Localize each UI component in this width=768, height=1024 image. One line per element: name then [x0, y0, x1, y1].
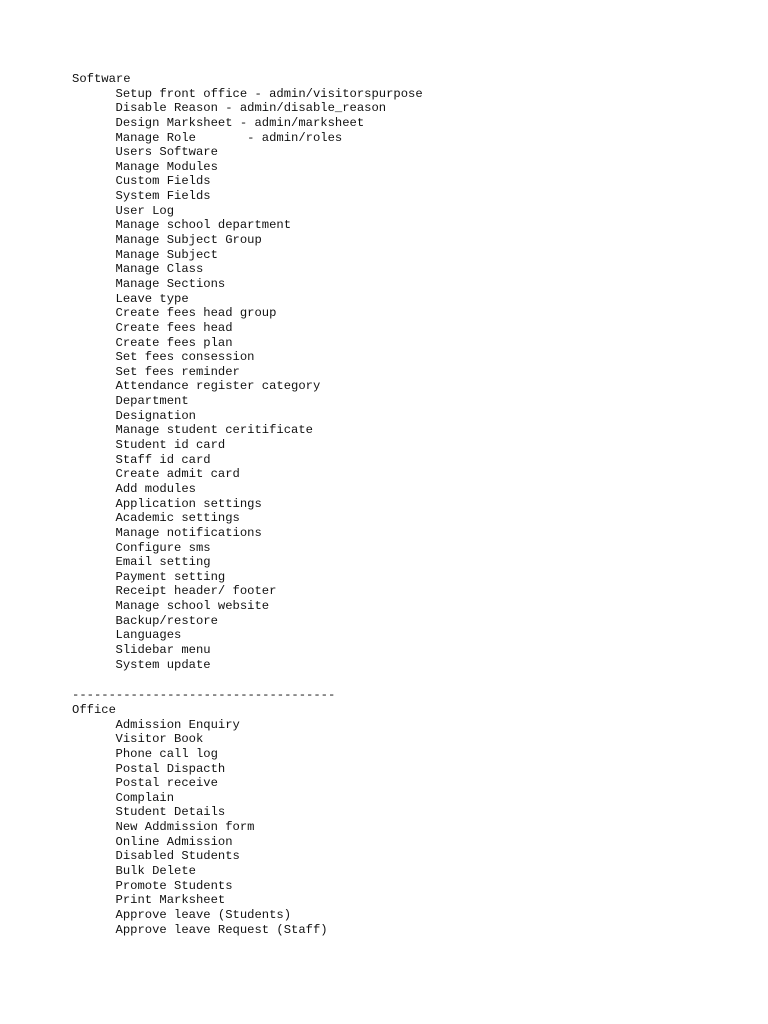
office-item: Student Details	[115, 805, 226, 820]
software-item: Manage student ceritificate	[115, 423, 313, 438]
software-item: Manage Class	[115, 262, 204, 277]
software-item: Application settings	[115, 496, 262, 511]
software-item: Disable Reason - admin/disable_reason	[115, 101, 387, 116]
office-item-list	[72, 718, 328, 938]
software-item: Design Marksheet - admin/marksheet	[115, 115, 365, 130]
software-item: System update	[115, 657, 211, 672]
software-item: User Log	[115, 203, 175, 218]
office-item: Complain	[115, 790, 175, 805]
office-heading: Office	[72, 703, 116, 717]
software-item: Create fees plan	[115, 335, 233, 350]
software-item: Staff id card	[115, 452, 211, 467]
software-item: Academic settings	[115, 511, 240, 526]
software-section	[72, 72, 423, 672]
software-item: Manage Modules	[115, 159, 218, 174]
software-item: Manage Role - admin/roles	[115, 130, 343, 145]
software-item: Designation	[115, 408, 196, 423]
software-item: Slidebar menu	[115, 642, 211, 657]
software-item: Users Software	[115, 145, 218, 160]
office-item: New Addmission form	[115, 820, 255, 835]
software-item: Receipt header/ footer	[115, 584, 277, 599]
software-item: Create fees head group	[115, 306, 277, 321]
office-item: Approve leave Request (Staff)	[115, 922, 328, 937]
software-item: Configure sms	[115, 540, 211, 555]
office-item: Online Admission	[115, 834, 233, 849]
software-item: Backup/restore	[115, 613, 218, 628]
office-item: Phone call log	[115, 746, 218, 761]
office-item: Postal receive	[115, 776, 218, 791]
software-item: Create admit card	[115, 467, 240, 482]
software-item: Leave type	[115, 291, 189, 306]
software-item: Payment setting	[115, 569, 226, 584]
office-item: Bulk Delete	[115, 864, 196, 879]
software-item: Student id card	[115, 438, 226, 453]
software-item: Setup front office - admin/visitorspurpose	[115, 86, 423, 101]
software-item: Attendance register category	[115, 379, 321, 394]
office-item: Disabled Students	[115, 849, 240, 864]
office-item: Promote Students	[115, 878, 233, 893]
section-separator: ------------------------------------	[72, 688, 336, 702]
software-item: Email setting	[115, 555, 211, 570]
software-item: Set fees consession	[115, 350, 255, 365]
software-item: Manage Subject	[115, 247, 218, 262]
software-item: Add modules	[115, 481, 196, 496]
software-item: Manage Sections	[115, 276, 226, 291]
office-item: Approve leave (Students)	[115, 907, 292, 922]
software-item: Manage notifications	[115, 525, 262, 540]
software-item: Custom Fields	[115, 174, 211, 189]
office-item: Visitor Book	[115, 732, 204, 747]
office-section	[72, 703, 328, 937]
software-heading: Software	[72, 72, 131, 86]
office-item: Print Marksheet	[115, 893, 226, 908]
software-item: Languages	[115, 628, 182, 643]
office-item: Admission Enquiry	[115, 717, 240, 732]
software-item: Manage school department	[115, 218, 292, 233]
software-item: System Fields	[115, 189, 211, 204]
software-item: Create fees head	[115, 320, 233, 335]
software-item: Manage school website	[115, 599, 270, 614]
software-item: Set fees reminder	[115, 364, 240, 379]
software-item: Department	[115, 394, 189, 409]
software-item: Manage Subject Group	[115, 233, 262, 248]
software-item-list	[72, 87, 423, 673]
office-item: Postal Dispacth	[115, 761, 226, 776]
